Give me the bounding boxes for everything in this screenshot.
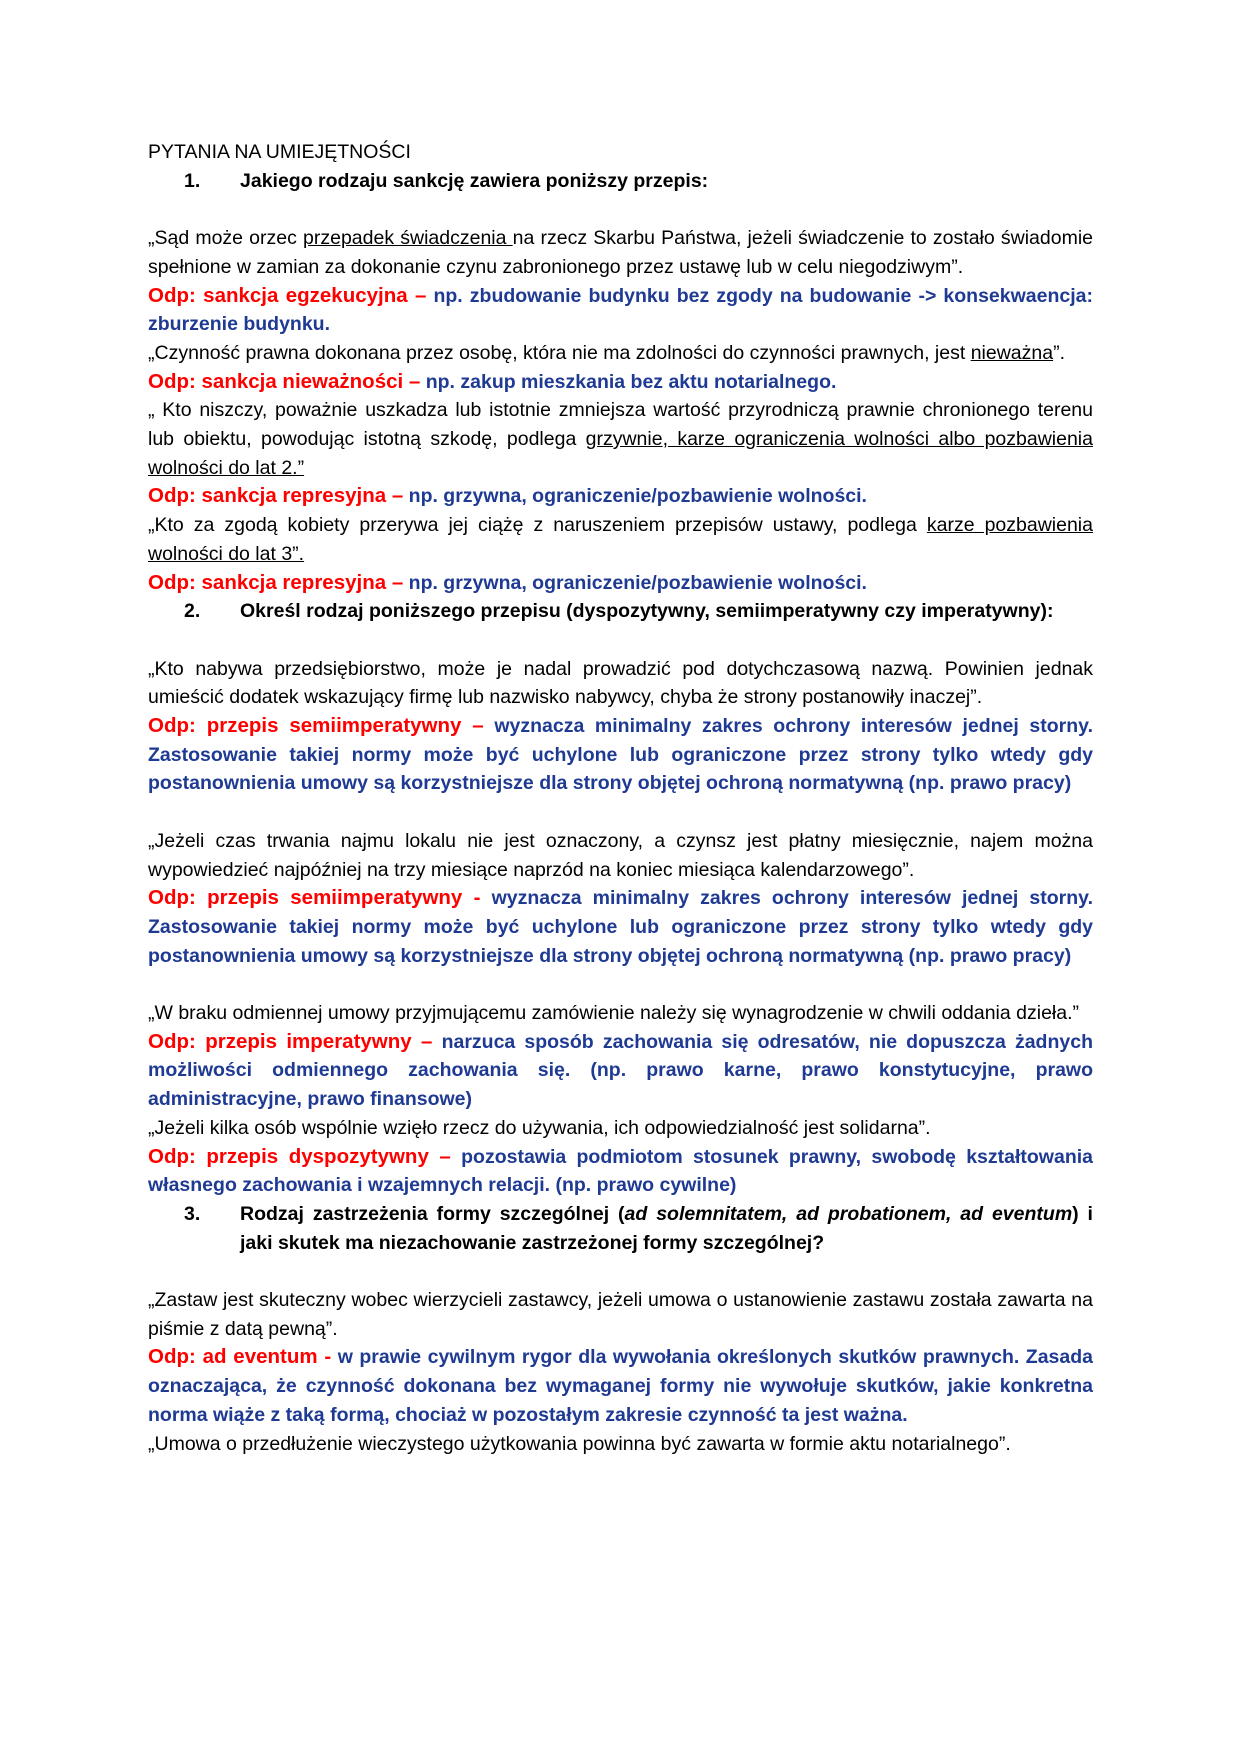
- answer-label: Odp: przepis semiimperatywny –: [148, 714, 484, 738]
- answer-paragraph: [148, 482, 1093, 511]
- spacer: [148, 970, 1093, 999]
- answer-text: np. zbudowanie budynku bez zgody na budowanie -> konsekwaencja: zburzenie budynku.: [148, 284, 1093, 336]
- answer-label: Odp: przepis dyspozytywny –: [148, 1144, 451, 1168]
- answer-paragraph: [148, 569, 1093, 598]
- quote-paragraph: [148, 339, 1093, 368]
- answer-text: pozostawia podmiotom stosunek prawny, swobodę kształtowania własnego zachowania i wzajemnych relacji. (np. prawo cywilne): [148, 1145, 1093, 1197]
- quote-paragraph: „Zastaw jest skuteczny wobec wierzycieli zastawcy, jeżeli umowa o ustanowienie zastawu została zawarta na piśmie z datą pewną”.: [148, 1289, 1093, 1340]
- answer-label: Odp: sankcja nieważności –: [148, 369, 421, 393]
- quote-underlined-text: grzywnie, karze ograniczenia wolności albo pozbawienia wolności do lat 2.”: [148, 428, 1093, 479]
- question-text-part: Rodzaj zastrzeżenia formy szczególnej (: [240, 1202, 625, 1225]
- answer-label: Odp: sankcja represyjna –: [148, 570, 404, 594]
- question-number: 3.: [184, 1202, 201, 1225]
- question-number: 1.: [184, 169, 201, 192]
- quote-text: ”.: [1053, 341, 1065, 364]
- spacer: [148, 798, 1093, 827]
- quote-paragraph: „Jeżeli kilka osób wspólnie wzięło rzecz do używania, ich odpowiedzialność jest solidarna”.: [148, 1116, 931, 1139]
- quote-paragraph: „Jeżeli czas trwania najmu lokalu nie jest oznaczony, a czynsz jest płatny miesięcznie, najem można wypowiedzieć najpóźniej na trzy miesiące naprzód na koniec miesiąca kalendarzowego”.: [148, 829, 1093, 881]
- answer-text: wyznacza minimalny zakres ochrony interesów jednej storny. Zastosowanie takiej normy może być uchylone lub ograniczone przez strony tylko wtedy gdy postanownienia umowy są korzystniejsze dla strony objętej ochroną normatywną (np. prawo pracy): [148, 887, 1093, 967]
- answer-paragraph: [148, 282, 1093, 339]
- answer-paragraph: [148, 1143, 1093, 1200]
- answer-text: np. grzywna, ograniczenie/pozbawienie wolności.: [403, 571, 867, 594]
- document-header: PYTANIA NA UMIEJĘTNOŚCI: [148, 141, 411, 163]
- question-1-heading: [148, 167, 1093, 196]
- quote-paragraph: [148, 396, 1093, 482]
- answer-paragraph: [148, 1028, 1093, 1114]
- question-number: 2.: [184, 600, 201, 623]
- document-page: [148, 138, 1093, 1458]
- question-3-heading: [148, 1200, 1093, 1257]
- answer-label: Odp: przepis semiimperatywny -: [148, 886, 481, 910]
- question-text-part: ) i jaki skutek ma niezachowanie zastrzeżonej formy szczególnej?: [240, 1202, 1093, 1254]
- quote-text: na rzecz Skarbu Państwa, jeżeli świadczenie to zostało świadomie spełnione w zamian za dokonanie czynu zabronionego przez ustawę lub w celu niegodziwym”.: [148, 227, 1093, 278]
- answer-paragraph: [148, 1343, 1093, 1429]
- quote-paragraph: „Umowa o przedłużenie wieczystego użytkowania powinna być zawarta w formie aktu notarialnego”.: [148, 1432, 1011, 1455]
- quote-text: „Kto za zgodą kobiety przerywa jej ciążę z naruszeniem przepisów ustawy, podlega: [148, 514, 927, 537]
- answer-text: wyznacza minimalny zakres ochrony interesów jednej storny. Zastosowanie takiej normy może być uchylone lub ograniczone przez strony tylko wtedy gdy postanownienia umowy są korzystniejsze dla strony objętej ochroną normatywną (np. prawo pracy): [148, 715, 1093, 795]
- question-text: Jakiego rodzaju sankcję zawiera poniższy przepis:: [240, 169, 709, 192]
- quote-underlined-text: przepadek świadczenia: [303, 227, 513, 250]
- question-text: [240, 1200, 1093, 1257]
- answer-text: np. grzywna, ograniczenie/pozbawienie wolności.: [403, 485, 867, 508]
- question-text-italic: ad solemnitatem, ad probationem, ad eventum: [624, 1202, 1073, 1225]
- quote-paragraph: „W braku odmiennej umowy przyjmującemu zamówienie należy się wynagrodzenie w chwili oddania dzieła.”: [148, 1002, 1080, 1025]
- answer-label: Odp: przepis imperatywny –: [148, 1029, 433, 1053]
- spacer: [148, 1257, 1093, 1286]
- answer-label: Odp: sankcja egzekucyjna –: [148, 283, 427, 307]
- answer-label: Odp: ad eventum -: [148, 1345, 332, 1369]
- answer-text: w prawie cywilnym rygor dla wywołania określonych skutków prawnych. Zasada oznaczająca, że czynność dokonana bez wymaganej formy nie wywołuje skutków, jakie konkretna norma wiąże z taką formą, chociaż w pozostałym zakresie czynność ta jest ważna.: [148, 1346, 1093, 1426]
- quote-text: „Sąd może orzec: [148, 227, 304, 250]
- quote-paragraph: [148, 511, 1093, 568]
- answer-paragraph: [148, 884, 1093, 970]
- quote-underlined-text: karze pozbawienia wolności do lat 3”.: [148, 514, 1093, 565]
- answer-paragraph: [148, 368, 1093, 397]
- answer-label: Odp: sankcja represyjna –: [148, 484, 404, 508]
- spacer: [148, 195, 1093, 224]
- spacer: [148, 626, 1093, 655]
- answer-paragraph: [148, 712, 1093, 798]
- quote-paragraph: „Kto nabywa przedsiębiorstwo, może je nadal prowadzić pod dotychczasową nazwą. Powinien jednak umieścić dodatek wskazujący firmę lub nazwisko nabywcy, chyba że strony postanowiły inaczej”.: [148, 657, 1093, 709]
- quote-text: „ Kto niszczy, poważnie uszkadza lub istotnie zmniejsza wartość przyrodniczą prawnie chronionego terenu lub obiektu, powodując istotną szkodę, podlega: [148, 399, 1093, 451]
- quote-text: „Czynność prawna dokonana przez osobę, która nie ma zdolności do czynności prawnych, jest: [148, 341, 971, 364]
- quote-underlined-text: nieważna: [970, 341, 1054, 364]
- answer-text: np. zakup mieszkania bez aktu notarialnego.: [420, 370, 837, 393]
- quote-paragraph: [148, 224, 1093, 281]
- answer-text: narzuca sposób zachowania się odresatów, nie dopuszcza żadnych możliwości odmiennego zachowania się. (np. prawo karne, prawo konstytucyjne, prawo administracyjne, prawo finansowe): [148, 1030, 1093, 1111]
- question-text: Określ rodzaj poniższego przepisu (dyspozytywny, semiimperatywny czy imperatywny):: [240, 600, 1054, 623]
- question-2-heading: [148, 597, 1093, 626]
